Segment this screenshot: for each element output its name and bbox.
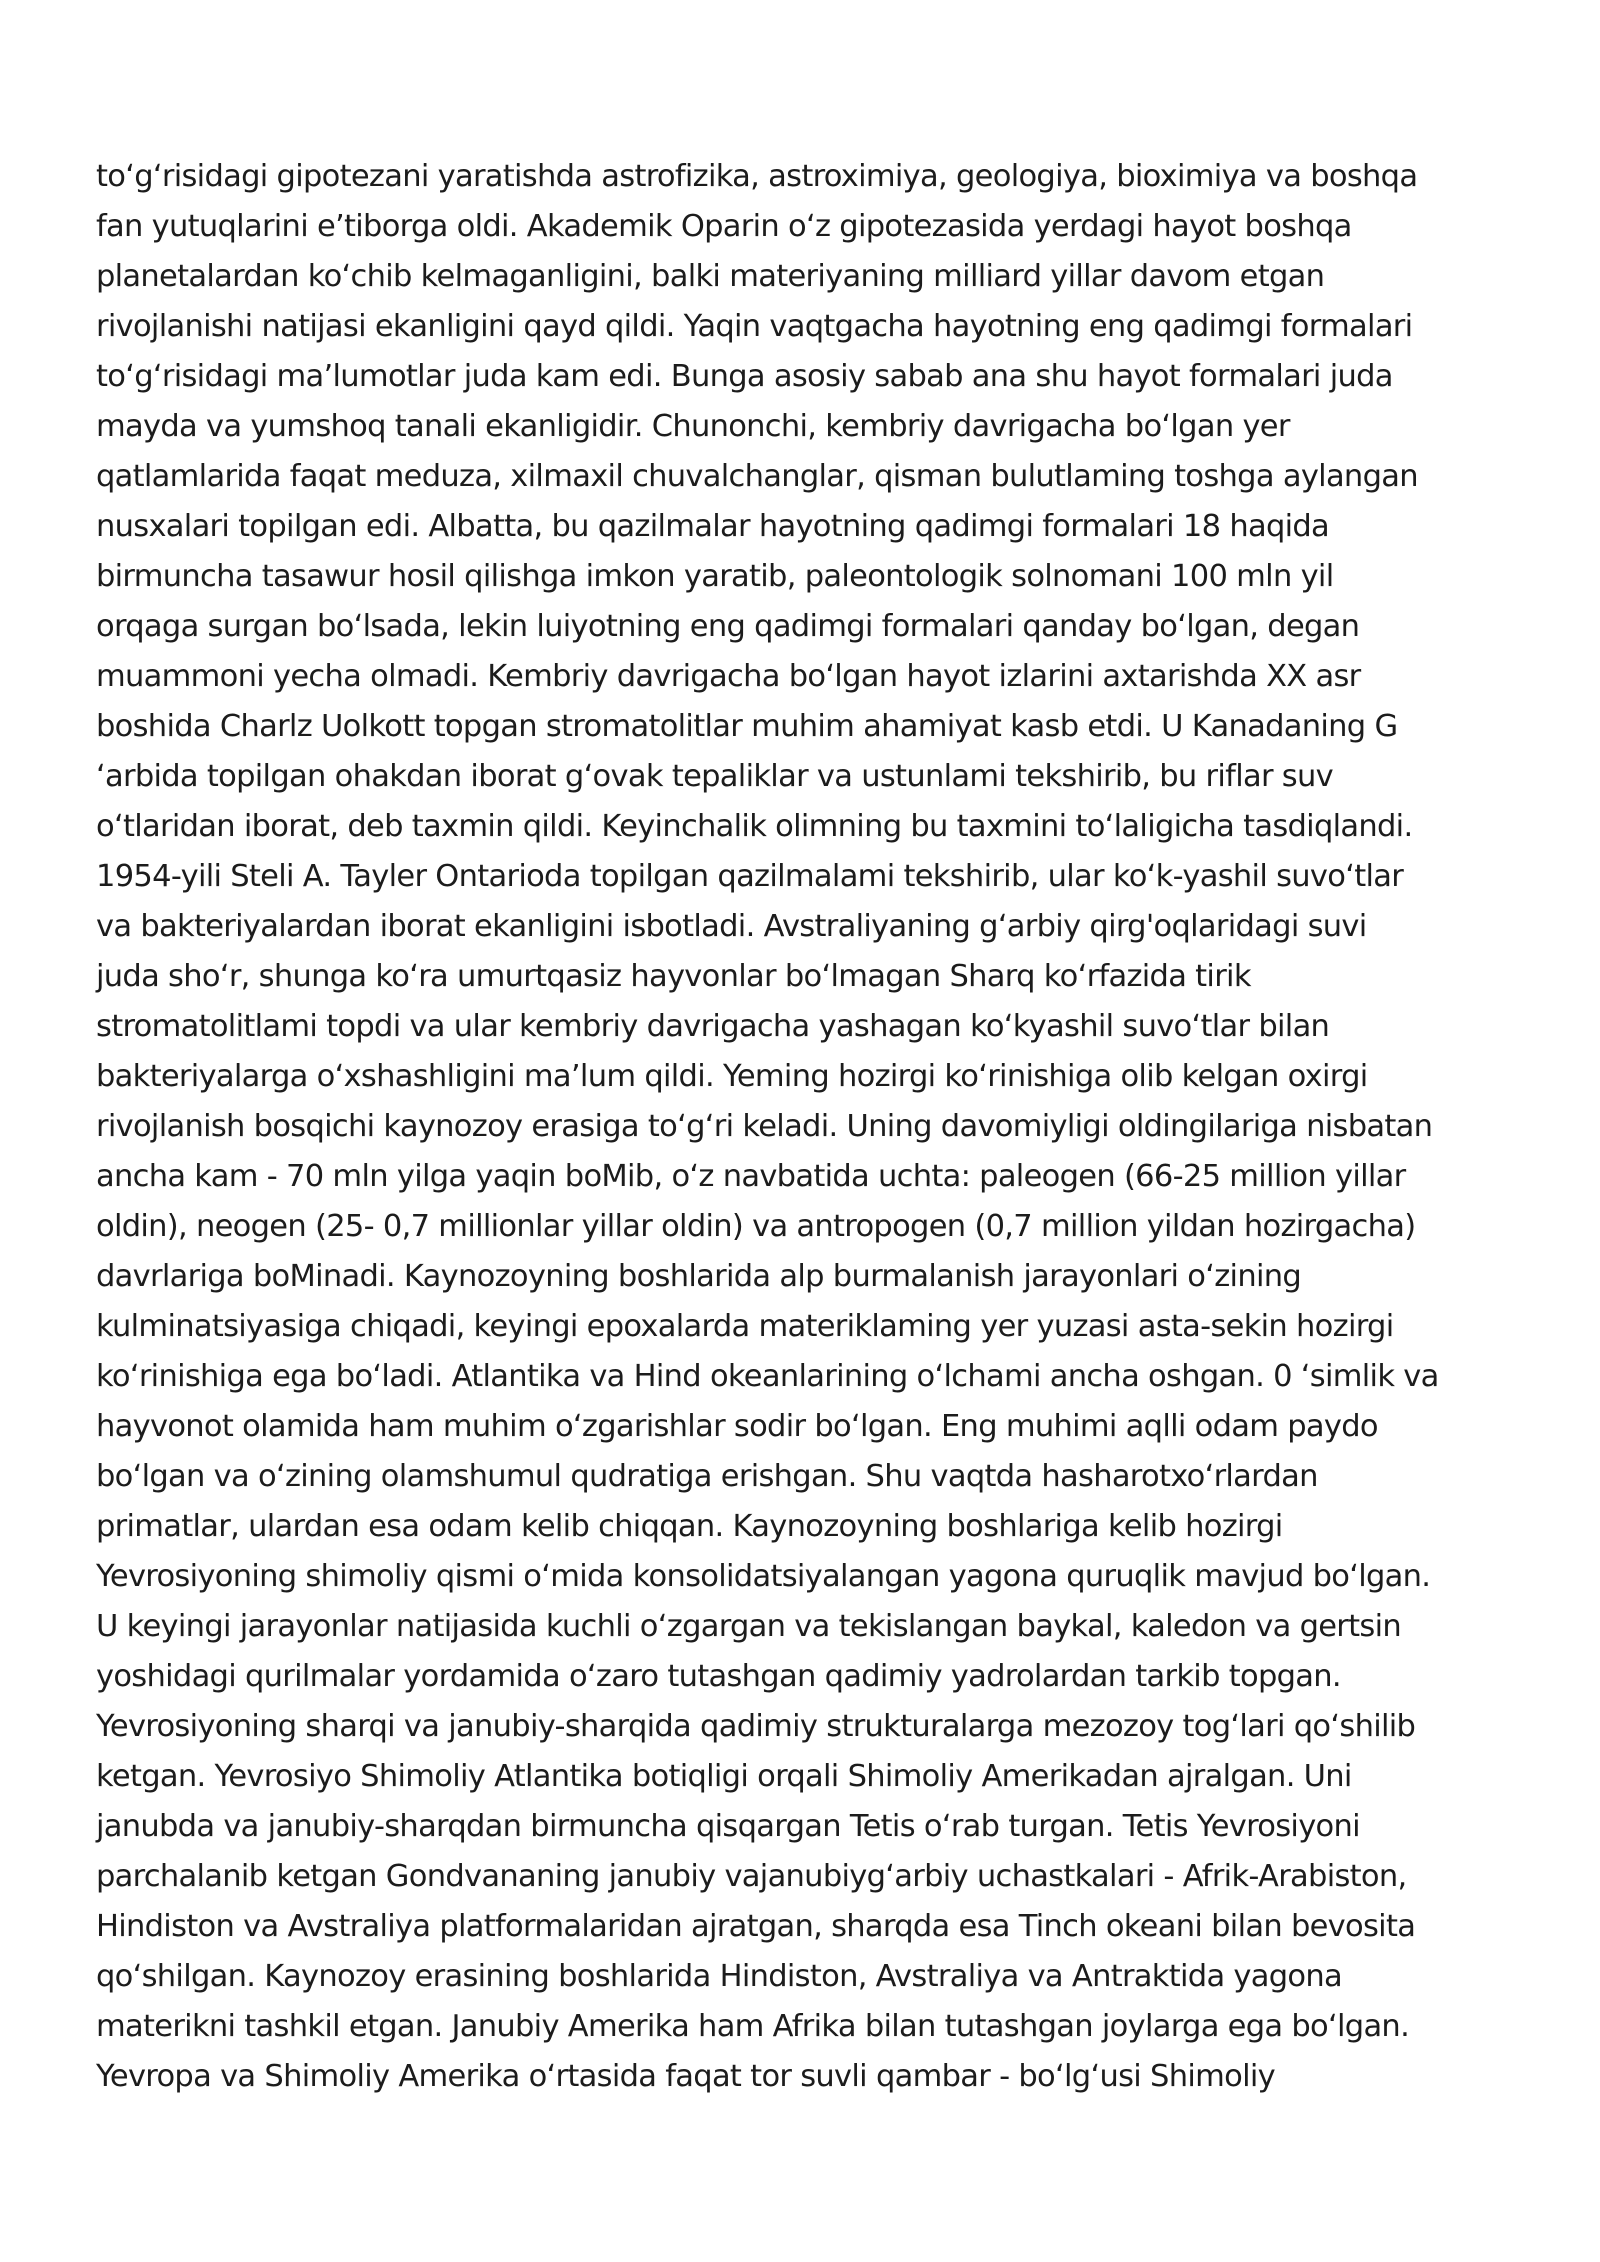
text-line: davrlariga boMinadi. Kaynozoyning boshlarida alp burmalanish jarayonlari oʻzining: [96, 1259, 1302, 1294]
text-line: oʻtlaridan iborat, deb taxmin qildi. Keyinchalik olimning bu taxmini toʻlaligicha tasdiqlandi.: [96, 809, 1413, 844]
body-text: [96, 152, 1516, 2102]
text-line: yoshidagi qurilmalar yordamida oʻzaro tutashgan qadimiy yadrolardan tarkib topgan.: [96, 1659, 1341, 1694]
text-line: kulminatsiyasiga chiqadi, keyingi epoxalarda materiklaming yer yuzasi asta-sekin hozirgi: [96, 1309, 1394, 1344]
text-line: qoʻshilgan. Kaynozoy erasining boshlarida Hindiston, Avstraliya va Antraktida yagona: [96, 1959, 1343, 1994]
text-line: U keyingi jarayonlar natijasida kuchli oʻzgargan va tekislangan baykal, kaledon va gertsin: [96, 1609, 1401, 1644]
text-line: fan yutuqlarini eʼtiborga oldi. Akademik Oparin oʻz gipotezasida yerdagi hayot boshqa: [96, 209, 1352, 244]
text-line: bakteriyalarga oʻxshashligini maʼlum qildi. Yeming hozirgi koʻrinishiga olib kelgan oxirgi: [96, 1059, 1368, 1094]
text-line: Yevrosiyoning sharqi va janubiy-sharqida qadimiy strukturalarga mezozoy togʻlari qoʻshilib: [96, 1709, 1416, 1744]
text-line: rivojlanishi natijasi ekanligini qayd qildi. Yaqin vaqtgacha hayotning eng qadimgi formalari: [96, 309, 1413, 344]
text-line: materikni tashkil etgan. Janubiy Amerika ham Afrika bilan tutashgan joylarga ega boʻlgan.: [96, 2009, 1410, 2044]
text-line: hayvonot olamida ham muhim oʻzgarishlar sodir boʻlgan. Eng muhimi aqlli odam paydo: [96, 1409, 1378, 1444]
text-line: nusxalari topilgan edi. Albatta, bu qazilmalar hayotning qadimgi formalari 18 haqida: [96, 509, 1330, 544]
text-line: ketgan. Yevrosiyo Shimoliy Atlantika botiqligi orqali Shimoliy Amerikadan ajralgan. Uni: [96, 1759, 1352, 1794]
text-line: qatlamlarida faqat meduza, xilmaxil chuvalchanglar, qisman bulutlaming toshga aylangan: [96, 459, 1418, 494]
text-line: planetalardan koʻchib kelmaganligini, balki materiyaning milliard yillar davom etgan: [96, 259, 1325, 294]
text-line: koʻrinishiga ega boʻladi. Atlantika va Hind okeanlarining oʻlchami ancha oshgan. 0 ʻsimlik va: [96, 1359, 1439, 1394]
text-line: rivojlanish bosqichi kaynozoy erasiga toʻgʻri keladi. Uning davomiyligi oldingilariga nisbatan: [96, 1109, 1433, 1144]
text-line: parchalanib ketgan Gondvananing janubiy vajanubiygʻarbiy uchastkalari - Afrik-Arabiston,: [96, 1859, 1407, 1894]
text-line: toʻgʻrisidagi gipotezani yaratishda astrofizika, astroximiya, geologiya, bioximiya va boshqa: [96, 159, 1418, 194]
text-line: Hindiston va Avstraliya platformalaridan ajratgan, sharqda esa Tinch okeani bilan bevosita: [96, 1909, 1416, 1944]
text-line: muammoni yecha olmadi. Kembriy davrigacha boʻlgan hayot izlarini axtarishda XX asr: [96, 659, 1361, 694]
text-line: juda shoʻr, shunga koʻra umurtqasiz hayvonlar boʻlmagan Sharq koʻrfazida tirik: [96, 959, 1251, 994]
text-line: boshida Charlz Uolkott topgan stromatolitlar muhim ahamiyat kasb etdi. U Kanadaning G: [96, 709, 1398, 744]
text-line: boʻlgan va oʻzining olamshumul qudratiga erishgan. Shu vaqtda hasharotxoʻrlardan: [96, 1459, 1318, 1494]
text-line: birmuncha tasawur hosil qilishga imkon yaratib, paleontologik solnomani 100 mln yil: [96, 559, 1334, 594]
text-line: Yevrosiyoning shimoliy qismi oʻmida konsolidatsiyalangan yagona quruqlik mavjud boʻlgan.: [96, 1559, 1431, 1594]
text-line: mayda va yumshoq tanali ekanligidir. Chunonchi, kembriy davrigacha boʻlgan yer: [96, 409, 1290, 444]
text-line: stromatolitlami topdi va ular kembriy davrigacha yashagan koʻkyashil suvoʻtlar bilan: [96, 1009, 1330, 1044]
text-line: Yevropa va Shimoliy Amerika oʻrtasida faqat tor suvli qambar - boʻlgʻusi Shimoliy: [96, 2059, 1275, 2094]
text-line: ancha kam - 70 mln yilga yaqin boMib, oʻz navbatida uchta: paleogen (66-25 million yillar: [96, 1159, 1406, 1194]
text-line: janubda va janubiy-sharqdan birmuncha qisqargan Tetis oʻrab turgan. Tetis Yevrosiyoni: [96, 1809, 1360, 1844]
text-line: ʻarbida topilgan ohakdan iborat gʻovak tepaliklar va ustunlami tekshirib, bu riflar suv: [96, 759, 1333, 794]
text-line: orqaga surgan boʻlsada, lekin luiyotning eng qadimgi formalari qanday boʻlgan, degan: [96, 609, 1360, 644]
text-line: toʻgʻrisidagi maʼlumotlar juda kam edi. Bunga asosiy sabab ana shu hayot formalari juda: [96, 359, 1393, 394]
text-line: va bakteriyalardan iborat ekanligini isbotladi. Avstraliyaning gʻarbiy qirg'oqlaridagi suvi: [96, 909, 1367, 944]
text-line: oldin), neogen (25- 0,7 millionlar yillar oldin) va antropogen (0,7 million yildan hozirgacha): [96, 1209, 1416, 1244]
text-line: 1954-yili Steli A. Tayler Ontarioda topilgan qazilmalami tekshirib, ular koʻk-yashil suvoʻtlar: [96, 859, 1404, 894]
text-line: primatlar, ulardan esa odam kelib chiqqan. Kaynozoyning boshlariga kelib hozirgi: [96, 1509, 1283, 1544]
